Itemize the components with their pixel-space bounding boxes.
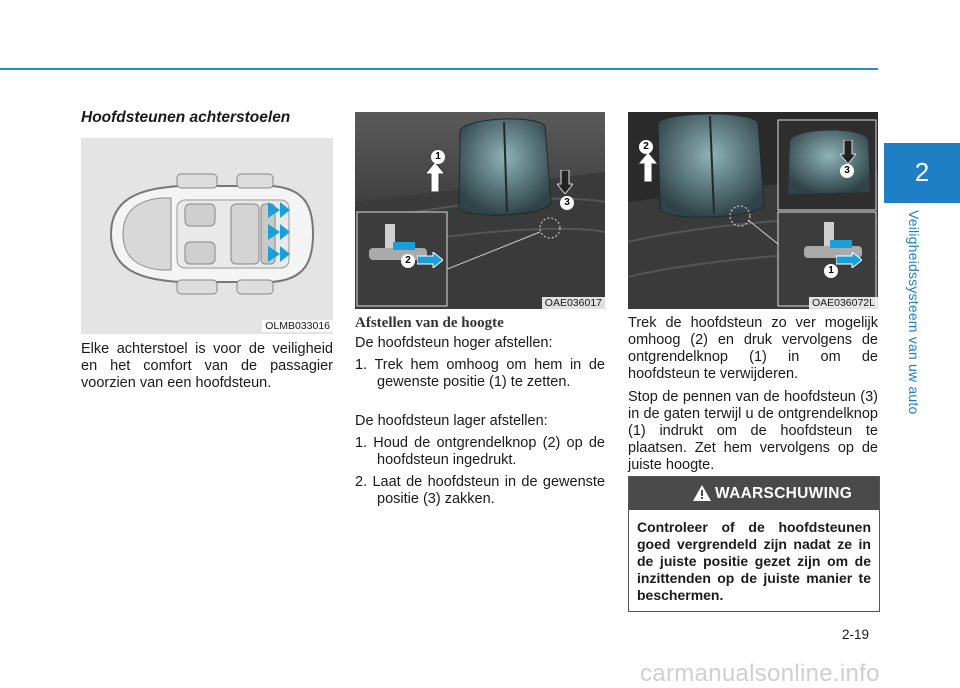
raise-step-1: 1. Trek hem omhoog om hem in de gewenste positie (1) te zetten. bbox=[355, 357, 605, 390]
lower-step-2: 2. Laat de hoofdsteun in de gewenste positie (3) zakken. bbox=[355, 474, 605, 507]
arrow-up-icon bbox=[425, 162, 445, 192]
car-topview-figure bbox=[81, 138, 333, 334]
warning-icon bbox=[693, 485, 711, 501]
subheading: Afstellen van de hoogte bbox=[355, 315, 504, 331]
removal-para-2: Stop de pennen van de hoofdsteun (3) in de gaten terwijl u de ontgrendelknop (1) indrukt om de hoofdsteun te plaatsen. Zet hem vervolgens op de juiste hoogte. bbox=[628, 389, 878, 473]
headrest-remove-figure bbox=[628, 112, 878, 309]
warning-title: WAARSCHUWING bbox=[715, 485, 853, 502]
arrow-down-icon bbox=[557, 170, 573, 194]
callout-1: 1 bbox=[824, 264, 838, 278]
image-code: OAE036072L bbox=[809, 297, 878, 309]
section-heading: Hoofdsteunen achterstoelen bbox=[81, 109, 291, 126]
callout-2: 2 bbox=[401, 254, 415, 268]
raise-intro: De hoofdsteun hoger afstellen: bbox=[355, 335, 553, 351]
warning-header bbox=[629, 477, 879, 510]
footer-watermark: carmanualsonline.info bbox=[640, 660, 880, 687]
arrow-up-icon bbox=[638, 152, 658, 182]
section-number: 2 bbox=[914, 157, 930, 187]
image-code: OLMB033016 bbox=[262, 320, 333, 332]
section-tab bbox=[884, 143, 960, 203]
callout-1: 1 bbox=[431, 150, 445, 164]
headrest-illustration bbox=[355, 112, 605, 309]
car-topview-illustration bbox=[81, 138, 333, 334]
warning-text: Controleer of de hoofdsteunen goed vergrendeld zijn nadat ze in de juiste positie gezet zijn om de inzittenden op de juiste manier te beschermen. bbox=[637, 519, 871, 603]
press-arrow-icon bbox=[836, 252, 862, 268]
section-title: Veiligheidssysteem van uw auto bbox=[906, 210, 922, 415]
adjust-height-section bbox=[355, 315, 605, 508]
press-arrow-icon bbox=[417, 252, 443, 268]
arrow-down-icon bbox=[840, 140, 856, 164]
callout-3: 3 bbox=[840, 164, 854, 178]
intro-text: Elke achterstoel is voor de veiligheid en het comfort van de passagier voorzien van een hoofdsteun. bbox=[81, 341, 333, 391]
warning-box bbox=[628, 476, 880, 612]
image-code: OAE036017 bbox=[542, 297, 605, 309]
headrest-arrows-icon bbox=[266, 198, 292, 268]
removal-para-1: Trek de hoofdsteun zo ver mogelijk omhoog (2) en druk vervolgens de ontgrendelknop (1) in om de hoofdsteun te verwijderen. bbox=[628, 315, 878, 382]
lower-step-1: 1. Houd de ontgrendelknop (2) op de hoofdsteun ingedrukt. bbox=[355, 435, 605, 468]
headrest-adjust-figure bbox=[355, 112, 605, 309]
callout-3: 3 bbox=[560, 196, 574, 210]
callout-2: 2 bbox=[639, 140, 653, 154]
lower-intro: De hoofdsteun lager afstellen: bbox=[355, 413, 548, 429]
removal-text bbox=[628, 315, 878, 474]
top-rule bbox=[0, 68, 878, 70]
page-number: 2-19 bbox=[842, 627, 870, 642]
